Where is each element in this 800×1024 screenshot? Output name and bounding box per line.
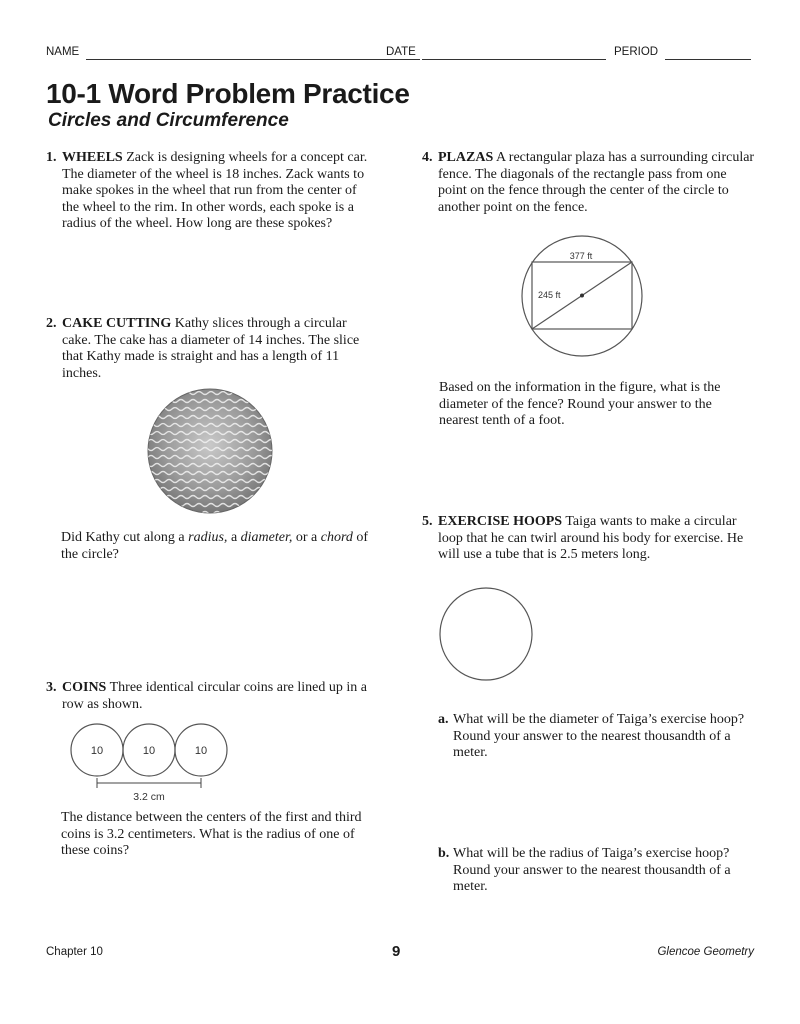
question-word: a bbox=[230, 530, 238, 545]
problem-keyword: WHEELS bbox=[62, 150, 123, 165]
cake-question bbox=[46, 530, 376, 563]
part-label: b. bbox=[438, 846, 450, 861]
hoop-part-b bbox=[438, 846, 758, 896]
problem-keyword: EXERCISE HOOPS bbox=[438, 514, 563, 529]
hoop-figure bbox=[438, 586, 534, 682]
question-text: What will be the diameter of Taiga’s exercise hoop? Round your answer to the nearest thousandth of a meter. bbox=[453, 712, 745, 760]
question-text: of the circle? bbox=[61, 530, 369, 562]
coins-figure bbox=[70, 720, 230, 810]
footer-chapter: Chapter 10 bbox=[46, 946, 103, 958]
problem-text: Three identical circular coins are lined up in a row as shown. bbox=[62, 680, 367, 712]
problem-cake-cutting bbox=[46, 316, 376, 382]
term-radius: radius, bbox=[188, 530, 228, 545]
plaza-figure bbox=[517, 232, 649, 364]
coin-label: 10 bbox=[142, 745, 156, 757]
problem-text: Zack is designing wheels for a concept car. The diameter of the wheel is 18 inches. Zack wants to make spokes in the wheel that run from the center of the wheel to the rim. In other words, each spoke is a radius of the wheel. How long are these spokes? bbox=[62, 150, 368, 231]
problem-body bbox=[62, 680, 381, 713]
period-blank[interactable] bbox=[665, 59, 751, 60]
hoop-circle bbox=[440, 588, 532, 680]
problem-body bbox=[62, 316, 376, 382]
problem-keyword: PLAZAS bbox=[438, 150, 494, 165]
date-blank[interactable] bbox=[422, 59, 606, 60]
question-word: or a bbox=[295, 530, 318, 545]
problem-exercise-hoops bbox=[422, 514, 757, 564]
problem-plazas bbox=[422, 150, 757, 216]
page-title: 10-1 Word Problem Practice bbox=[46, 78, 410, 109]
problem-body bbox=[62, 150, 376, 233]
coin-label: 10 bbox=[90, 745, 104, 757]
page-subtitle: Circles and Circumference bbox=[48, 110, 289, 131]
name-label: NAME bbox=[46, 46, 80, 58]
problem-number: 1. bbox=[46, 150, 57, 165]
problem-keyword: CAKE CUTTING bbox=[62, 316, 172, 331]
problem-text: Kathy slices through a circular cake. The cake has a diameter of 14 inches. The slice that Kathy made is straight and has a length of 11 inches. bbox=[62, 316, 360, 381]
problem-body bbox=[438, 150, 757, 216]
distance-label: 3.2 cm bbox=[133, 791, 165, 803]
name-blank[interactable] bbox=[86, 59, 420, 60]
worksheet-header bbox=[46, 46, 756, 64]
problem-number: 2. bbox=[46, 316, 57, 331]
problem-body bbox=[438, 514, 757, 564]
question-text: What will be the radius of Taiga’s exercise hoop? Round your answer to the nearest thousandth of a meter. bbox=[453, 846, 731, 894]
part-label: a. bbox=[438, 712, 449, 727]
problem-keyword: COINS bbox=[62, 680, 107, 695]
page-number: 9 bbox=[392, 943, 401, 960]
height-label: 245 ft bbox=[538, 290, 561, 300]
width-label: 377 ft bbox=[569, 251, 593, 261]
problem-number: 5. bbox=[422, 514, 433, 529]
problem-number: 4. bbox=[422, 150, 433, 165]
question-text: Based on the information in the figure, what is the diameter of the fence? Round your answer to the nearest tenth of a foot. bbox=[439, 380, 721, 428]
problem-coins bbox=[46, 680, 381, 713]
problem-text: Taiga wants to make a circular loop that he can twirl around his body for exercise. He will use a tube that is 2.5 meters long. bbox=[438, 514, 744, 562]
plaza-question bbox=[424, 380, 749, 430]
center-point bbox=[580, 294, 584, 298]
hoop-part-a bbox=[438, 712, 758, 762]
problem-wheels bbox=[46, 150, 376, 233]
question-text: Did Kathy cut along a bbox=[61, 530, 185, 545]
coin-label: 10 bbox=[194, 745, 208, 757]
period-label: PERIOD bbox=[614, 46, 659, 58]
term-diameter: diameter, bbox=[240, 530, 293, 545]
term-chord: chord bbox=[320, 530, 353, 545]
date-label: DATE bbox=[386, 46, 416, 58]
coins-question bbox=[46, 810, 376, 860]
problem-text: A rectangular plaza has a surrounding circular fence. The diagonals of the rectangle pass from one point on the fence through the center of the circle to another point on the fence. bbox=[438, 150, 755, 215]
footer-book: Glencoe Geometry bbox=[657, 946, 754, 958]
cake-image bbox=[146, 387, 274, 515]
problem-number: 3. bbox=[46, 680, 57, 695]
question-text: The distance between the centers of the first and third coins is 3.2 centimeters. What is the radius of one of these coins? bbox=[61, 810, 362, 858]
